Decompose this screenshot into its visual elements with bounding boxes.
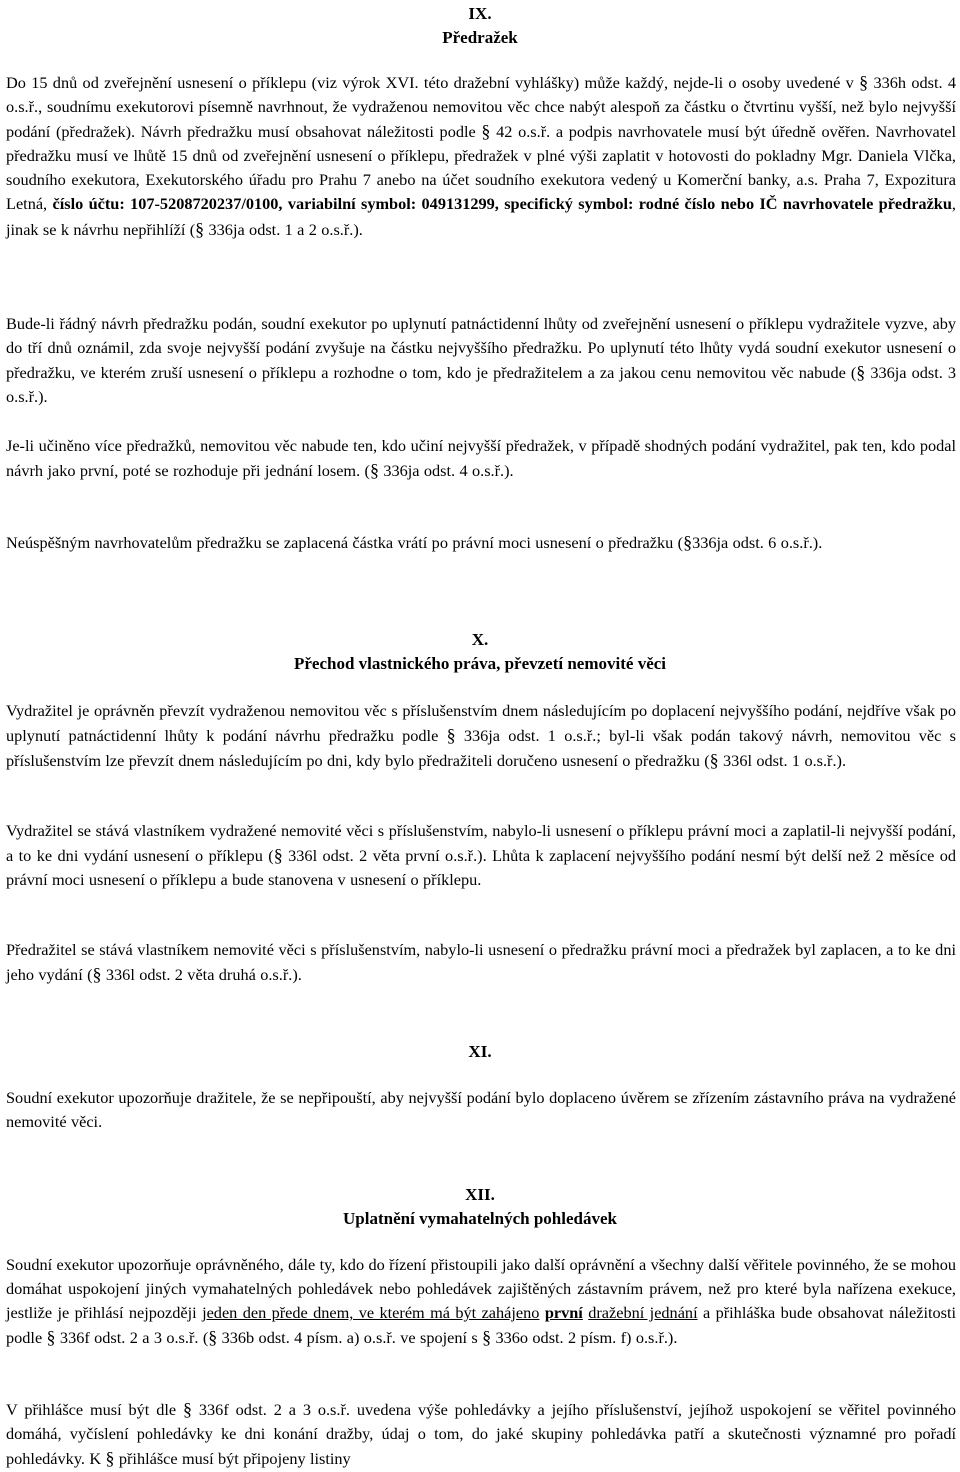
underlined-bold-text: první (544, 1303, 583, 1323)
section-sign: § (195, 218, 205, 239)
underlined-text: dražební jednání (588, 1303, 698, 1323)
bank-account-details: číslo účtu: 107-5208720237/0100, variabilní symbol: 049131299, specifický symbol: rodné číslo nebo IČ navrhovatele předražku (52, 194, 952, 214)
section-sign: § (369, 460, 379, 481)
section-number: X. (471, 630, 489, 649)
section-sign: § (709, 750, 719, 771)
section-sign: § (446, 725, 456, 746)
paragraph: Soudní exekutor upozorňuje dražitele, že se nepřipouští, aby nejvyšší podání bylo doplaceno úvěrem se zřízením zástavního práva na vydražené nemovité věci. (6, 1088, 956, 1132)
section-sign: § (183, 1399, 192, 1419)
section-x-heading (0, 628, 960, 676)
section-title: Uplatnění vymahatelných pohledávek (343, 1209, 617, 1228)
paragraph: Neúspěšným navrhovatelům předražku se zaplacená částka vrátí po právní moci usnesení o předražku (§336ja odst. 6 o.s.ř.). (6, 532, 823, 552)
section-title: Přechod vlastnického práva, převzetí nemovité věci (293, 654, 667, 673)
paragraph: Bude-li řádný návrh předražku podán, soudní exekutor po uplynutí patnáctidenní lhůty od zveřejnění usnesení o příklepu vydražitele vyzve, aby do tří dnů oznámil, zda svoje nejvyšší podání zvyšuje na částku nejvyššího předražku. Po uplynutí této lhůty vydá soudní exekutor usnesení o předražku, ve kterém zruší usnesení o příklepu a rozhodne o tom, kdo je předražitelem a za jakou cenu nemovitou věc nabude (§ 336ja odst. 3 o.s.ř.). (6, 314, 956, 407)
paragraph: V přihlášce musí být dle § 336f odst. 2 a 3 o.s.ř. uvedena výše pohledávky a jejího příslušenství, jejíhož uspokojení se věřitel povinného domáhá, vyčíslení pohledávky ke dni konání dražby, údaj o tom, do jaké skupiny pohledávka patří a skutečnosti významné pro pořadí pohledávky. K § přihlášce musí být připojeny listiny (6, 1399, 956, 1469)
section-ix-heading (0, 2, 960, 50)
section-sign: § (208, 1327, 218, 1348)
section-number: IX. (468, 4, 492, 23)
paragraph: Do 15 dnů od zveřejnění usnesení o příklepu (viz výrok XVI. této dražební vyhlášky) může každý, nejde-li o osoby uvedené v § 336h odst. 4 o.s.ř., soudnímu exekutorovi písemně navrhnout, že vydraženou nemovitou věc chce nabýt alespoň za částku o čtvrtinu vyšší, než bylo nejvyšší podání (předražek). Návrh předražku musí obsahovat náležitosti podle § 42 o.s.ř. a podpis navrhovatele musí být úředně ověřen. Navrhovatel předražku musí ve lhůtě 15 dnů od zveřejnění usnesení o příklepu, předražek v plné výši zaplatit v hotovosti do pokladny Mgr. Daniela Vlčka, soudního exekutora, Exekutorského úřadu pro Prahu 7 anebo na účet soudního exekutora vedený u Komerční banky, a.s. Praha 7, Expozitura Letná, číslo účtu: 107-5208720237/0100, variabilní symbol: 049131299, specifický symbol: rodné číslo nebo IČ navrhovatele předražku, jinak se k návrhu nepřihlíží (§ 336ja odst. 1 a 2 o.s.ř.). (6, 72, 957, 239)
paragraph: Předražitel se stává vlastníkem nemovité věci s příslušenstvím, nabylo-li usnesení o předražku právní moci a předražek byl zaplacen, a to ke dni jeho vydání (§ 336l odst. 2 věta druhá o.s.ř.). (6, 940, 956, 985)
section-sign: § (46, 1327, 56, 1348)
section-sign: § (856, 362, 866, 383)
paragraph: Vydražitel se stává vlastníkem vydražené nemovité věci s příslušenstvím, nabylo-li usnesení o příklepu právní moci a zaplatil-li nejvyšší podání, a to ke dni vydání usnesení o příklepu (§ 336l odst. 2 věta první o.s.ř.). Lhůta k zaplacení nejvyššího podání nesmí být delší než 2 měsíce od právní moci usnesení o příklepu a bude stanovena v usnesení o příklepu. (6, 821, 957, 890)
section-xii-heading (0, 1183, 960, 1231)
section-sign: § (273, 845, 283, 866)
section-sign: § (859, 72, 869, 92)
section-xi-heading (0, 1040, 960, 1064)
section-sign: § (105, 1448, 115, 1469)
paragraph: Je-li učiněno více předražků, nemovitou věc nabude ten, kdo učiní nejvyšší předražek, v případě shodných podání vydražitel, pak ten, kdo podal návrh jako první, poté se rozhoduje při jednání losem. (§ 336ja odst. 4 o.s.ř.). (6, 436, 956, 481)
section-sign: § (683, 532, 693, 552)
section-sign: § (481, 121, 491, 142)
section-title: Předražek (442, 28, 518, 47)
section-sign: § (92, 964, 102, 985)
section-number: XI. (468, 1042, 492, 1061)
section-number: XII. (465, 1185, 495, 1204)
underlined-text: jeden den přede dnem, ve kterém má být zahájeno (202, 1303, 540, 1323)
section-sign: § (482, 1327, 492, 1348)
paragraph: Vydražitel je oprávněn převzít vydraženou nemovitou věc s příslušenstvím dnem následujícím po doplacení nejvyššího podání, nejdříve však po uplynutí patnáctidenní lhůty k podání návrhu předražku podle § 336ja odst. 1 o.s.ř.; byl-li však podán takový návrh, nemovitou věc s příslušenstvím lze převzít dnem následujícím po dni, kdy bylo předražiteli doručeno usnesení o předražku (§ 336l odst. 1 o.s.ř.). (6, 701, 956, 771)
paragraph: Soudní exekutor upozorňuje oprávněného, dále ty, kdo do řízení přistoupili jako další oprávnění a všechny další věřitele povinného, že se mohou domáhat uspokojení jiných vymahatelných pohledávek nebo pohledávek zajištěných zástavním právem, než pro které byla nařízena exekuce, jestliže je přihlásí nejpozději jeden den přede dnem, ve kterém má být zahájeno první dražební jednání a přihláška bude obsahovat náležitosti podle § 336f odst. 2 a 3 o.s.ř. (§ 336b odst. 4 písm. a) o.s.ř. ve spojení s § 336o odst. 2 písm. f) o.s.ř.). (6, 1255, 957, 1348)
